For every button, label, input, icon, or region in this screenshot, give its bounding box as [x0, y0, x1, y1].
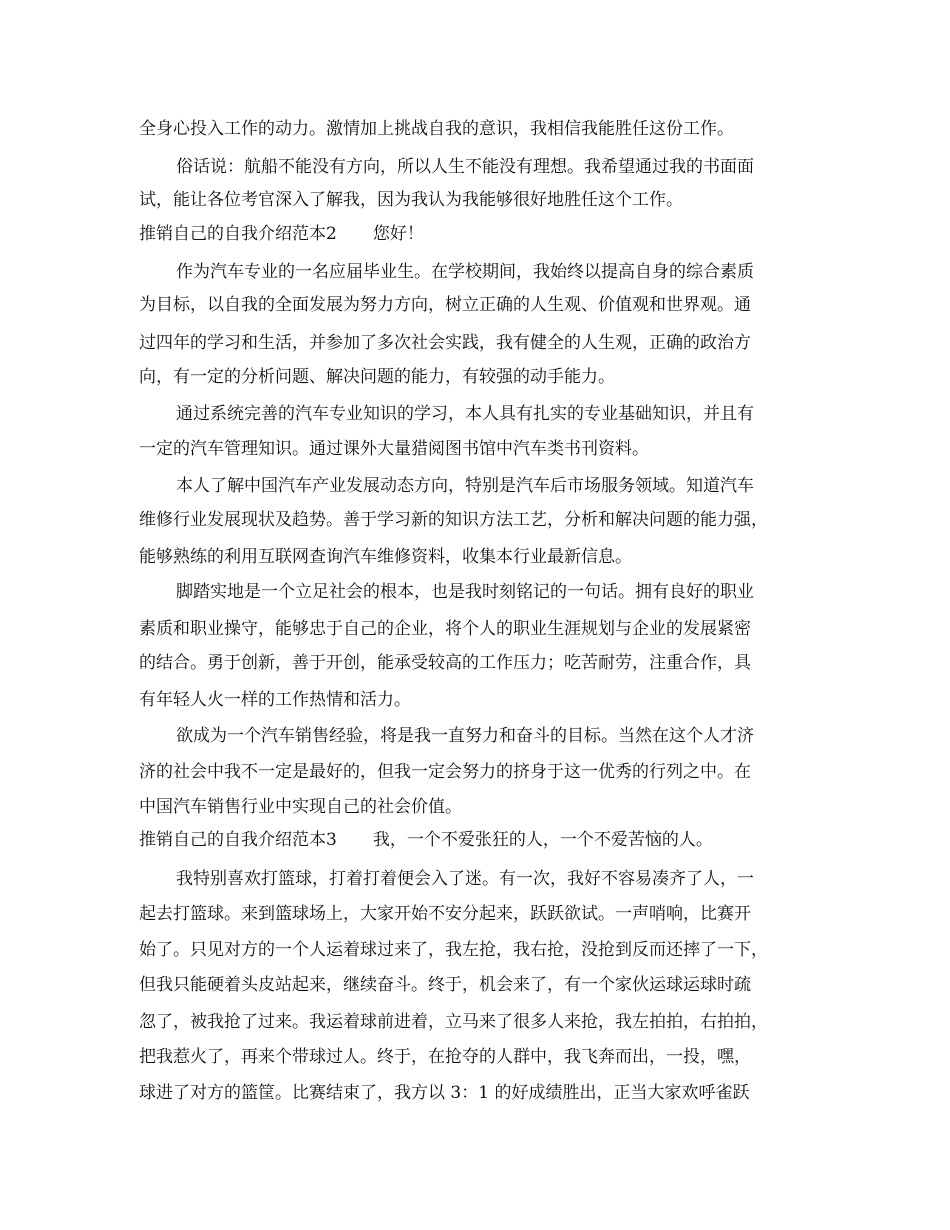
text-line: 始了。只见对方的一个人运着球过来了，我左抢，我右抢，没抢到反而还摔了一下，	[139, 940, 768, 960]
text-line: 为目标，以自我的全面发展为努力方向，树立正确的人生观、价值观和世界观。通	[139, 295, 751, 315]
section-heading	[139, 224, 424, 244]
text-line: 忽了，被我抢了过来。我运着球前进着，立马来了很多人来抢，我左拍拍，右拍拍，	[139, 1012, 768, 1032]
text-line: 俗话说：航船不能没有方向，所以人生不能没有理想。我希望通过我的书面面	[176, 157, 754, 177]
text-line: 中国汽车销售行业中实现自己的社会价值。	[139, 797, 462, 817]
text-line: 过四年的学习和生活，并参加了多次社会实践，我有健全的人生观，正确的政治方	[139, 333, 751, 353]
text-line: 欲成为一个汽车销售经验，将是我一直努力和奋斗的目标。当然在这个人才济	[176, 726, 754, 746]
text-line: 把我惹火了，再来个带球过人。终于，在抢夺的人群中，我飞奔而出，一投，嘿，	[139, 1047, 751, 1067]
text-line: 一定的汽车管理知识。通过课外大量猎阅图书馆中汽车类书刊资料。	[139, 439, 649, 459]
text-line: 但我只能硬着头皮站起来，继续奋斗。终于，机会来了，有一个家伙运球运球时疏	[139, 975, 751, 995]
text-line: 试，能让各位考官深入了解我，因为我认为我能够很好地胜任这个工作。	[139, 190, 683, 210]
text-line: 本人了解中国汽车产业发展动态方向，特别是汽车后市场服务领域。知道汽车	[176, 476, 754, 496]
section-lead-text: 我，一个不爱张狂的人，一个不爱苦恼的人。	[372, 830, 713, 850]
section-title: 推销自己的自我介绍范本3	[139, 830, 337, 850]
text-line: 向，有一定的分析问题、解决问题的能力，有较强的动手能力。	[139, 367, 615, 387]
text-line: 素质和职业操守，能够忠于自己的企业，将个人的职业生涯规划与企业的发展紧密	[139, 619, 751, 639]
text-line: 有年轻人火一样的工作热情和活力。	[139, 690, 411, 710]
section-lead-text: 您好！	[372, 224, 424, 244]
text-line: 作为汽车专业的一名应届毕业生。在学校期间，我始终以提高自身的综合素质	[176, 262, 754, 282]
text-line: 的结合。勇于创新，善于开创，能承受较高的工作压力；吃苦耐劳，注重合作，具	[139, 653, 751, 673]
text-line: 能够熟练的利用互联网查询汽车维修资料，收集本行业最新信息。	[139, 547, 632, 567]
text-line: 脚踏实地是一个立足社会的根本，也是我时刻铭记的一句话。拥有良好的职业	[176, 582, 754, 602]
text-line: 我特别喜欢打篮球，打着打着便会入了迷。有一次，我好不容易凑齐了人，一	[176, 869, 754, 889]
text-line: 维修行业发展现状及趋势。善于学习新的知识方法工艺，分析和解决问题的能力强，	[139, 510, 768, 530]
text-line: 起去打篮球。来到篮球场上，大家开始不安分起来，跃跃欲试。一声哨响，比赛开	[139, 904, 751, 924]
section-heading	[139, 830, 713, 850]
text-line: 济的社会中我不一定是最好的，但我一定会努力的挤身于这一优秀的行列之中。在	[139, 762, 751, 782]
text-line: 全身心投入工作的动力。激情加上挑战自我的意识，我相信我能胜任这份工作。	[139, 119, 734, 139]
section-title: 推销自己的自我介绍范本2	[139, 224, 337, 244]
text-line: 通过系统完善的汽车专业知识的学习，本人具有扎实的专业基础知识，并且有	[176, 404, 754, 424]
text-line: 球进了对方的篮筐。比赛结束了，我方以 3：1 的好成绩胜出，正当大家欢呼雀跃	[139, 1083, 750, 1103]
